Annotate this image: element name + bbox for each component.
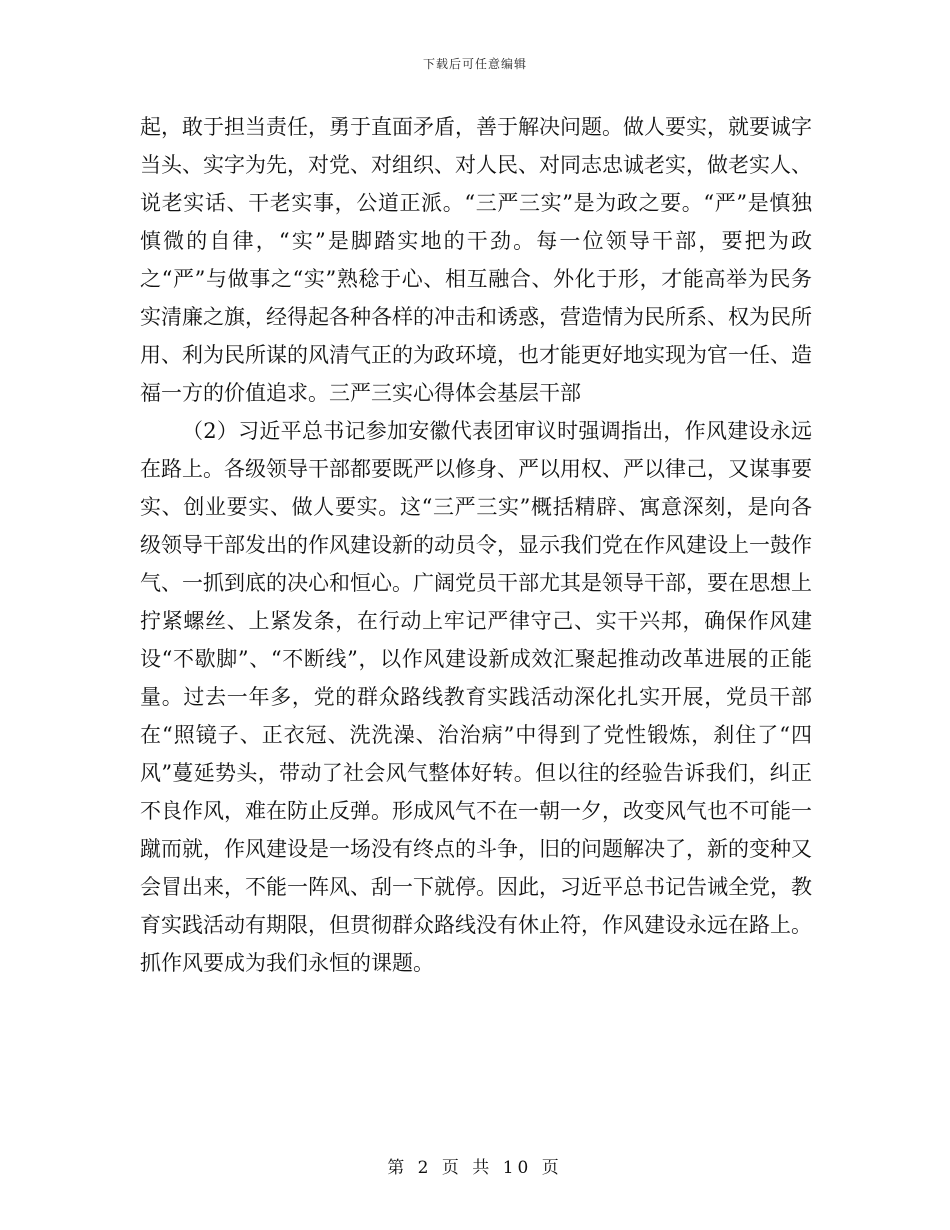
header-note: 下载后可任意编辑: [422, 57, 527, 71]
body-text: [140, 108, 812, 982]
page-number-footer: 第 2 页 共 10 页: [387, 1158, 563, 1178]
paragraph-2: （2）习近平总书记参加安徽代表团审议时强调指出，作风建设永远在路上。各级领导干部都要既严以修身、严以用权、严以律己，又谋事要实、创业要实、做人要实。这“三严三实”概括精辟、寓意深刻，是向各级领导干部发出的作风建设新的动员令，显示我们党在作风建设上一鼓作气、一抓到底的决心和恒心。广阔党员干部尤其是领导干部，要在思想上拧紧螺丝、上紧发条，在行动上牢记严律守己、实干兴邦，确保作风建设“不歇脚”、“不断线”，以作风建设新成效汇聚起推动改革进展的正能量。过去一年多，党的群众路线教育实践活动深化扎实开展，党员干部在“照镜子、正衣冠、洗洗澡、治治病”中得到了党性锻炼，刹住了“四风”蔓延势头，带动了社会风气整体好转。但以往的经验告诉我们，纠正不良作风，难在防止反弹。形成风气不在一朝一夕，改变风气也不可能一蹴而就，作风建设是一场没有终点的斗争，旧的问题解决了，新的变种又会冒出来，不能一阵风、刮一下就停。因此，习近平总书记告诫全党，教育实践活动有期限，但贯彻群众路线没有休止符，作风建设永远在路上。抓作风要成为我们永恒的课题。: [140, 419, 812, 975]
paragraph-1: 起，敢于担当责任，勇于直面矛盾，善于解决问题。做人要实，就要诚字当头、实字为先，对党、对组织、对人民、对同志忠诚老实，做老实人、说老实话、干老实事，公道正派。“三严三实”是为政之要。“严”是慎独慎微的自律，“实”是脚踏实地的干劲。每一位领导干部，要把为政之“严”与做事之“实”熟稔于心、相互融合、外化于形，才能高举为民务实清廉之旗，经得起各种各样的冲击和诱惑，营造情为民所系、权为民所用、利为民所谋的风清气正的为政环境，也才能更好地实现为官一任、造福一方的价值追求。三严三实心得体会基层干部: [140, 115, 812, 405]
